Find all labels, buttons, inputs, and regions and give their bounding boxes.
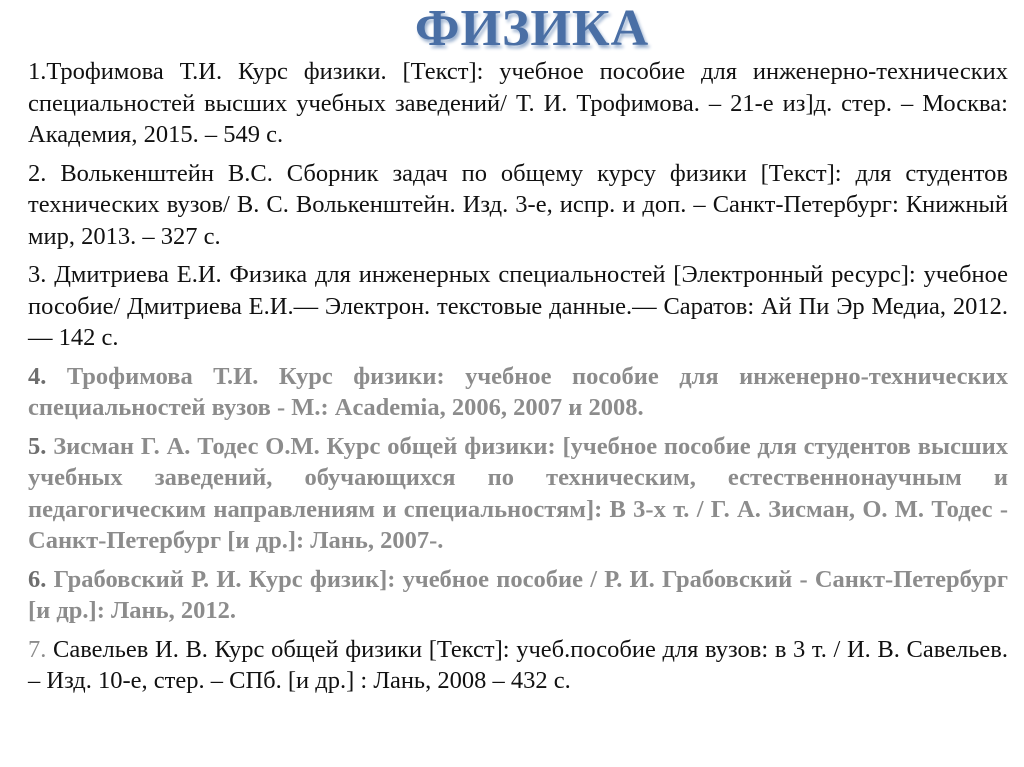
reference-text: Савельев И. В. Курс общей физики [Текст]: учеб.пособие для вузов: в 3 т. / И. В. Савельев. – Изд. 10-е, стер. – СПб. [и др.] : Лань, 2008 – 432 с. [28,635,1009,694]
reference-text: Трофимова Т.И. Курс физики: учебное пособие для инженерно-технических специальностей вузов - М.: Academia, 2006, 2007 и 2008. [28,362,1009,421]
reference-number: 4. [28,362,47,390]
reference-number: 1. [28,58,47,85]
reference-item-5 [28,431,1008,557]
reference-number: 5. [28,432,47,460]
reference-text: Зисман Г. А. Тодес О.М. Курс общей физики: [учебное пособие для студентов высших учебных заведений, обучающихся по техническим, естественнонаучным и педагогическим направлениям и специальностям]: В 3-х т. / Г. А. Зисман, О. М. Тодес - Санкт-Петербург [и др.]: Лань, 2007-. [28,432,1009,554]
reference-item-1 [28,56,1008,151]
reference-item-3 [28,259,1008,354]
reference-item-6 [28,564,1008,627]
reference-item-7 [28,634,1008,697]
reference-item-2 [28,158,1008,253]
reference-text: Волькенштейн В.С. Сборник задач по общему курсу физики [Текст]: для студентов технических вузов/ В. С. Волькенштейн. Изд. 3-е, испр. и доп. – Санкт-Петербург: Книжный мир, 2013. – 327 с. [28,159,1009,250]
reference-text: Грабовский Р. И. Курс физик]: учебное пособие / Р. И. Грабовский - Санкт-Петербург [и др.]: Лань, 2012. [28,565,1009,624]
reference-text: Дмитриева Е.И. Физика для инженерных специальностей [Электронный ресурс]: учебное пособие/ Дмитриева Е.И.— Электрон. текстовые данные.— Саратов: Ай Пи Эр Медиа, 2012.— 142 c. [28,261,1009,351]
reference-number: 7. [28,635,47,663]
reference-number: 6. [28,565,47,593]
page-title: ФИЗИКА [414,0,650,57]
reference-number: 2. [28,159,47,187]
reference-number: 3. [28,261,47,288]
reference-text: Трофимова Т.И. Курс физики. [Текст]: учебное пособие для инженерно-технических специальностей высших учебных заведений/ Т. И. Трофимова. – 21-е из]д. стер. – Москва: Академия, 2015. – 549 с. [28,58,1008,148]
reference-list [28,56,1008,704]
reference-item-4 [28,361,1008,424]
